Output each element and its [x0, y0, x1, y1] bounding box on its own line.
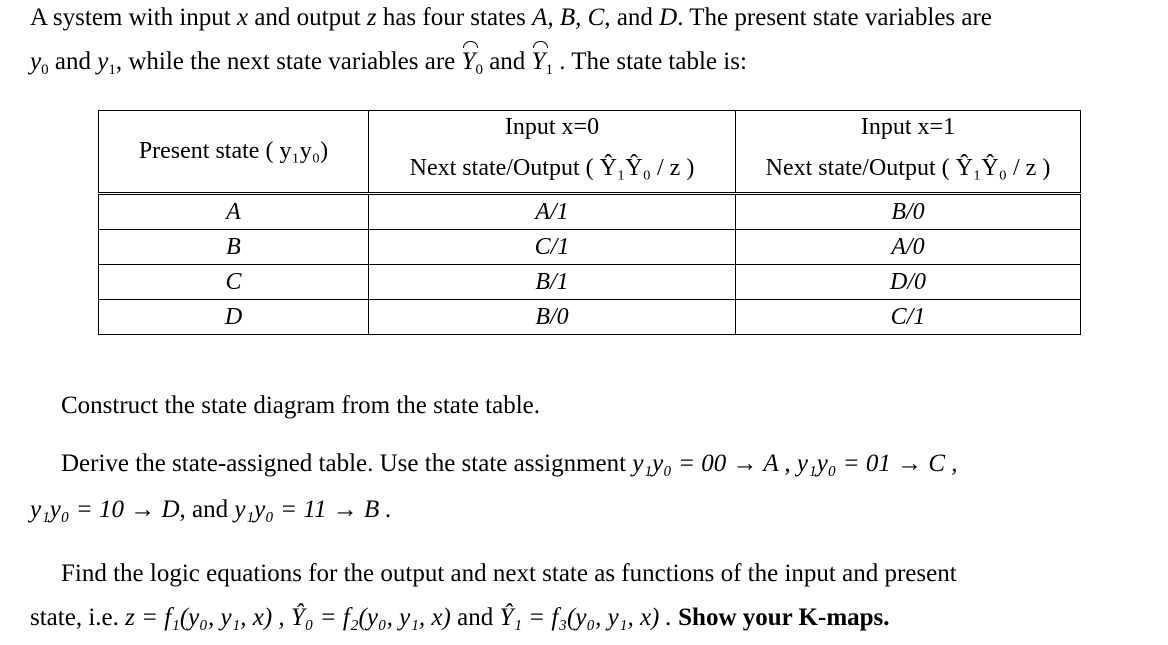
intro-line-2: [30, 48, 747, 79]
state-cell: C: [99, 265, 369, 300]
input1-label: Input x=1: [860, 114, 956, 140]
var-Y1-hat: [532, 48, 546, 76]
text: . The present state variables are: [677, 4, 992, 31]
sub: 0: [41, 62, 49, 78]
text: and: [482, 48, 532, 75]
var-z: z: [366, 4, 377, 31]
x0-cell: B/0: [369, 300, 736, 335]
table-row: [99, 230, 1081, 265]
x0-cell: A/1: [369, 194, 736, 230]
question-2-line-2: [30, 496, 392, 524]
next1-header: [736, 144, 1081, 194]
q1-text: Construct the state diagram from the state table.: [61, 392, 541, 419]
question-3-line-2: [30, 604, 890, 632]
x1-cell: D/0: [736, 265, 1081, 300]
input0-label: Input x=0: [504, 114, 600, 140]
q2-assign-3: y₁y₀ = 11 → B .: [234, 496, 392, 523]
q3-equation-2: Ŷ₁ = f₃(y₀, y₁, x) .: [499, 604, 672, 631]
q2-text: Derive the state-assigned table. Use the state assignment: [61, 450, 633, 477]
next0-label: Next state/Output ( Ŷ₁Ŷ₀ / z ): [409, 154, 695, 181]
q3-emphasis: Show your K-maps.: [671, 604, 890, 631]
text: has four states: [376, 4, 533, 31]
x0-cell: B/1: [369, 265, 736, 300]
q2-text: , and: [179, 496, 235, 523]
state-cell: B: [99, 230, 369, 265]
q3-text: Find the logic equations for the output and next state as functions of the input and present: [61, 560, 957, 587]
input0-header: [369, 111, 736, 145]
present-state-label: Present state ( y₁y₀): [138, 138, 329, 164]
question-2-line-1: [61, 450, 958, 478]
q2-assign-1: y₁y₀ = 00 → A , y₁y₀ = 01 → C ,: [632, 450, 958, 477]
var-Y0-hat: [462, 48, 476, 76]
text: A system with input: [30, 4, 237, 31]
header-row-1: [99, 111, 1081, 145]
state-d: D: [659, 4, 678, 31]
sub: 1: [545, 62, 553, 78]
present-state-header: [99, 111, 369, 194]
x1-cell: A/0: [736, 230, 1081, 265]
states-list: A, B, C,: [532, 4, 611, 31]
var-y1: y: [97, 48, 109, 75]
Y: Y: [461, 48, 476, 75]
text: . The state table is:: [552, 48, 747, 75]
table-row: [99, 300, 1081, 335]
var-y0: y: [30, 48, 42, 75]
q3-equation-1: z = f₁(y₀, y₁, x) , Ŷ₀ = f₂(y₀, y₁, x): [125, 604, 451, 631]
Y: Y: [531, 48, 546, 75]
state-cell: D: [99, 300, 369, 335]
question-3-line-1: [61, 560, 957, 588]
q3-text: and: [450, 604, 500, 631]
x0-cell: C/1: [369, 230, 736, 265]
text: and: [48, 48, 98, 75]
q2-assign-2: y₁y₀ = 10 → D: [30, 496, 180, 523]
x1-cell: B/0: [736, 194, 1081, 230]
text: and: [610, 4, 660, 31]
next1-label: Next state/Output ( Ŷ₁Ŷ₀ / z ): [765, 154, 1051, 181]
text: and output: [248, 4, 367, 31]
sub: 1: [108, 62, 116, 78]
x1-cell: C/1: [736, 300, 1081, 335]
table-row: [99, 265, 1081, 300]
var-x: x: [236, 4, 249, 31]
state-table: [98, 110, 1081, 335]
intro-line-1: [30, 4, 992, 32]
next0-header: [369, 144, 736, 194]
input1-header: [736, 111, 1081, 145]
table-row: [99, 194, 1081, 230]
sub: 0: [475, 62, 483, 78]
state-cell: A: [99, 194, 369, 230]
question-1: [61, 392, 540, 420]
text: , while the next state variables are: [115, 48, 462, 75]
q3-text: state, i.e.: [30, 604, 126, 631]
